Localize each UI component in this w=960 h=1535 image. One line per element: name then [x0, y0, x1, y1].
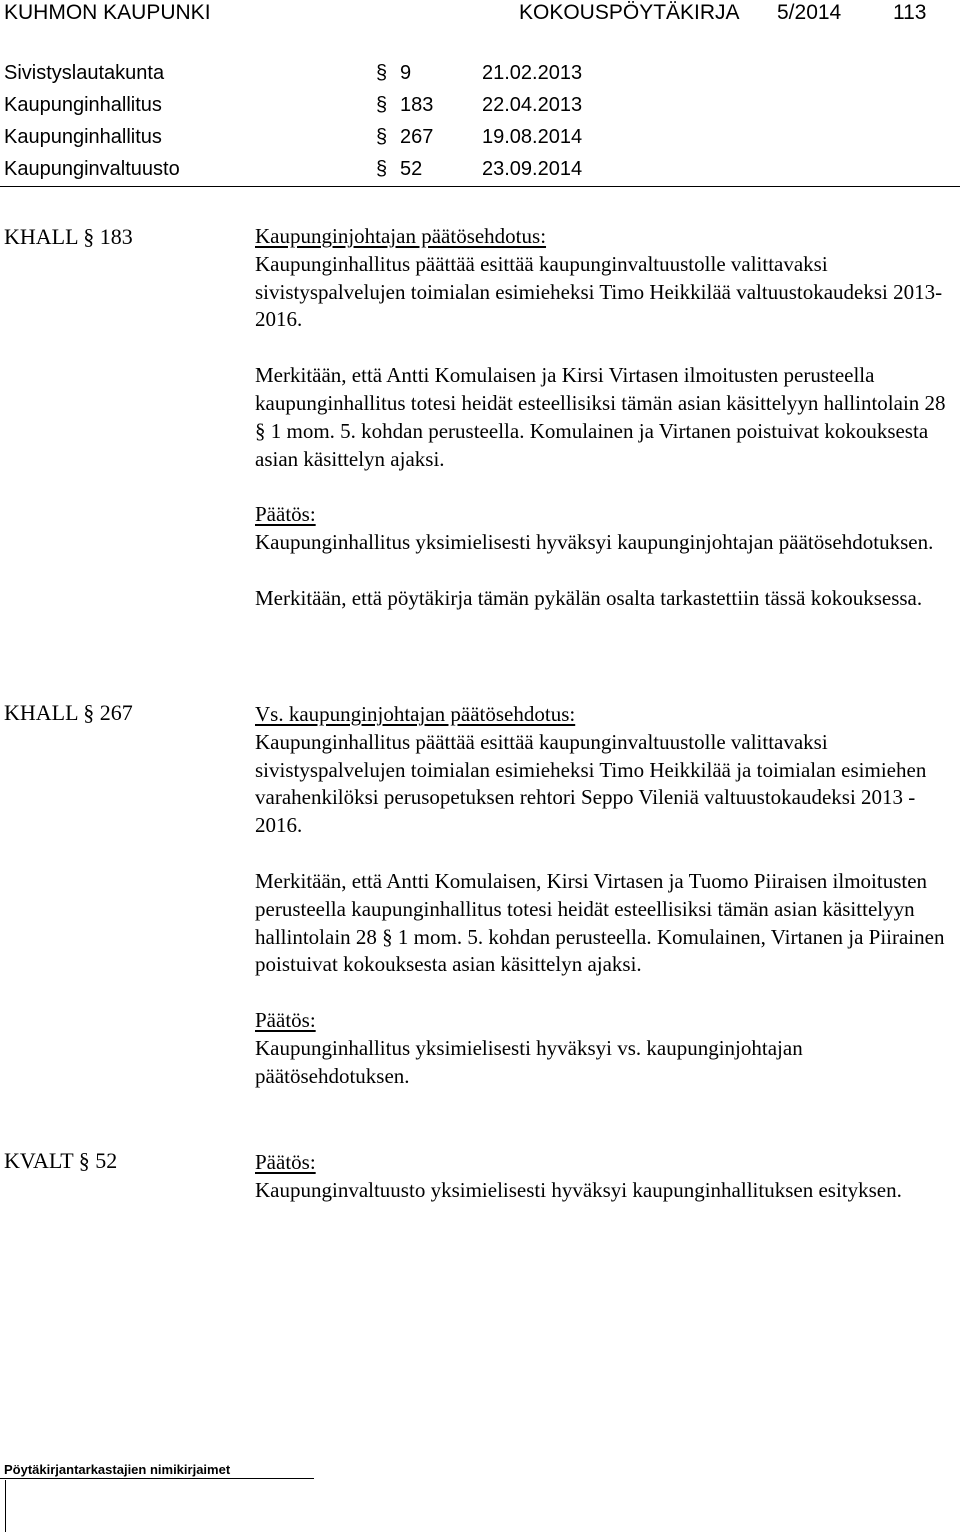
history-row [0, 122, 960, 154]
decision-text: Kaupunginvaltuusto yksimielisesti hyväksyi kaupunginhallituksen esityksen. [255, 1177, 902, 1202]
history-date: 21.02.2013 [482, 62, 583, 84]
section-kvalt-52 [255, 1149, 960, 1205]
history-divider [0, 186, 960, 187]
history-body: Kaupunginhallitus [4, 126, 162, 148]
signature-line [0, 1478, 314, 1479]
document-number: 5/2014 [777, 1, 842, 24]
decision-heading: Päätös: [255, 1150, 316, 1174]
section-khall-183 [255, 223, 960, 613]
proposal-heading: Vs. kaupunginjohtajan päätösehdotus: [255, 702, 576, 726]
history-row [0, 154, 960, 186]
history-number: 267 [400, 126, 434, 148]
decision-heading: Päätös: [255, 502, 316, 527]
history-row [0, 90, 960, 122]
history-date: 19.08.2014 [482, 126, 583, 148]
section-sign: § [376, 158, 388, 180]
proposal-heading: Kaupunginjohtajan päätösehdotus: [255, 224, 547, 248]
decision-text: Kaupunginhallitus yksimielisesti hyväksyi vs. kaupunginjohtajan päätösehdotuksen. [255, 1035, 803, 1088]
section-label-khall-183: KHALL § 183 [4, 224, 133, 249]
section-label-kvalt-52: KVALT § 52 [4, 1148, 118, 1173]
section-khall-267 [255, 701, 960, 1091]
section-sign: § [376, 94, 388, 116]
recusal-note: Merkitään, että Antti Komulaisen ja Kirsi Virtasen ilmoitusten perusteella kaupunginhallitus totesi heidät esteellisiksi tämän asian käsittelyyn hallintolain 28 § 1 mom. 5. kohdan perusteella. Komulainen ja Virtanen poistuivat kokouksesta asian käsittelyn ajaksi. [255, 363, 946, 471]
history-number: 52 [400, 158, 423, 180]
signature-box-edge [5, 1480, 6, 1532]
history-body: Kaupunginhallitus [4, 94, 162, 116]
history-number: 183 [400, 94, 434, 116]
history-number: 9 [400, 62, 412, 84]
page-number: 113 [893, 1, 927, 24]
recusal-note: Merkitään, että Antti Komulaisen, Kirsi Virtasen ja Tuomo Piiraisen ilmoitusten perusteella kaupunginhallitus totesi heidät esteellisiksi tämän asian käsittelyyn hallintolain 28 § 1 mom. 5. kohdan perusteella. Komulainen, Virtanen ja Piirainen poistuivat kokouksesta asian käsittelyn ajaksi. [255, 868, 945, 977]
minutes-check-note: Merkitään, että pöytäkirja tämän pykälän osalta tarkastettiin tässä kokouksessa. [255, 585, 923, 610]
history-row [0, 58, 960, 90]
section-sign: § [376, 126, 388, 148]
history-body: Sivistyslautakunta [4, 62, 165, 84]
history-body: Kaupunginvaltuusto [4, 158, 180, 180]
section-sign: § [376, 62, 388, 84]
history-date: 22.04.2013 [482, 94, 583, 116]
signatures-label: Pöytäkirjantarkastajien nimikirjaimet [4, 1462, 231, 1477]
decision-text: Kaupunginhallitus yksimielisesti hyväksyi kaupunginjohtajan päätösehdotuksen. [255, 530, 934, 555]
document-type: KOKOUSPÖYTÄKIRJA [519, 1, 740, 24]
decision-heading: Päätös: [255, 1008, 316, 1033]
history-date: 23.09.2014 [482, 158, 583, 180]
proposal-text: Kaupunginhallitus päättää esittää kaupunginvaltuustolle valittavaksi sivistyspalvelujen toimialan esimieheksi Timo Heikkilää valtuustokaudeksi 2013-2016. [255, 251, 943, 332]
section-label-khall-267: KHALL § 267 [4, 700, 133, 725]
proposal-text: Kaupunginhallitus päättää esittää kaupunginvaltuustolle valittavaksi sivistyspalvelujen toimialan esimieheksi Timo Heikkilää ja toimialan esimiehen varahenkilöksi perusopetuksen rehtori Seppo Vileniä valtuustokaudeksi 2013 - 2016. [255, 729, 927, 838]
municipality-name: KUHMON KAUPUNKI [4, 1, 211, 24]
